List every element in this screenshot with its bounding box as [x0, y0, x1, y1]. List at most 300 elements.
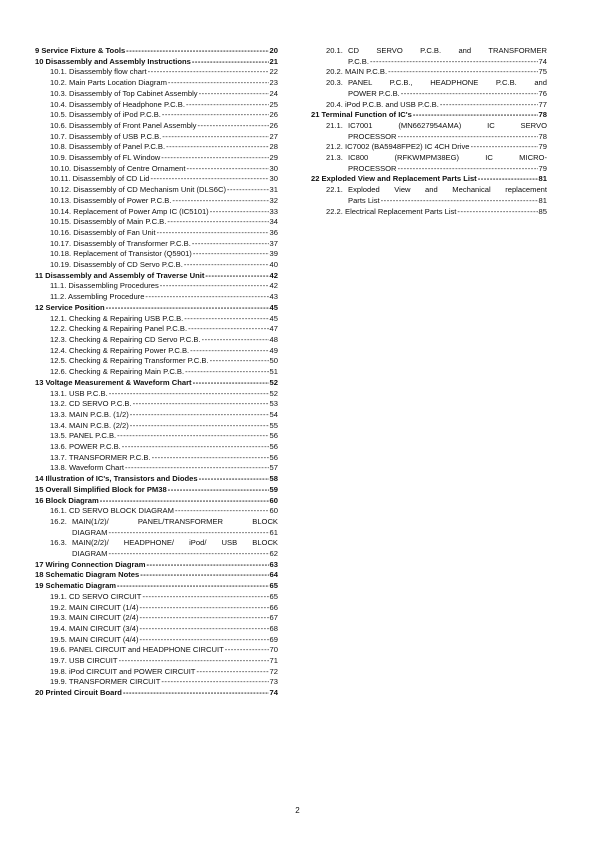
toc-entry-title: 10.1. Disassembly flow chart — [50, 67, 147, 77]
toc-page-number: 45 — [269, 302, 278, 312]
toc-entry-continuation — [326, 132, 547, 143]
toc-entry-title: MAIN(1/2)/ PANEL/TRANSFORMER BLOCK — [72, 516, 278, 526]
toc-page-number: 74 — [269, 688, 278, 698]
toc-leader-dots — [146, 560, 268, 571]
toc-page-number: 71 — [269, 656, 278, 666]
toc-page-number: 30 — [269, 163, 278, 173]
toc-leader-dots — [471, 142, 538, 153]
toc-leader-dots — [184, 260, 269, 271]
toc-entry-title: 10.9. Disassembly of FL Window — [50, 153, 161, 163]
toc-entry-title: 10.11. Disassembly of CD Lid — [50, 174, 150, 184]
toc-page-number: 78 — [538, 131, 547, 141]
toc-leader-dots — [185, 367, 268, 378]
toc-entry[interactable] — [35, 196, 278, 207]
toc-page-number: 51 — [269, 367, 278, 377]
toc-page-number: 55 — [269, 420, 278, 430]
toc-entry-number: 22.1. — [326, 185, 343, 195]
toc-entry-title: 20.2. MAIN P.C.B. — [326, 67, 388, 77]
toc-page-number: 31 — [269, 185, 278, 195]
toc-entry[interactable] — [35, 281, 278, 292]
toc-page-number: 25 — [269, 99, 278, 109]
toc-section-heading[interactable] — [311, 174, 547, 185]
toc-page-number: 67 — [269, 613, 278, 623]
toc-page-number: 69 — [269, 634, 278, 644]
toc-leader-dots — [457, 207, 537, 218]
toc-entry[interactable] — [35, 431, 278, 442]
toc-entry-title: 13.2. CD SERVO P.C.B. — [50, 399, 132, 409]
toc-entry-title: 10 Disassembly and Assembly Instructions — [35, 56, 191, 66]
toc-leader-dots — [205, 271, 268, 282]
toc-entry-continuation — [50, 549, 278, 560]
toc-entry-title: PROCESSOR — [348, 163, 397, 173]
toc-leader-dots — [109, 389, 269, 400]
toc-entry-title: 11.2. Assembling Procedure — [50, 292, 145, 302]
toc-section-heading[interactable] — [35, 474, 278, 485]
toc-entry[interactable] — [35, 442, 278, 453]
toc-page-number: 52 — [269, 388, 278, 398]
toc-entry-title: 10.17. Disassembly of Transformer P.C.B. — [50, 238, 191, 248]
toc-entry-first-line — [50, 538, 278, 549]
toc-entry[interactable] — [35, 132, 278, 143]
toc-entry[interactable] — [35, 121, 278, 132]
toc-entry-title: 13.7. TRANSFORMER P.C.B. — [50, 452, 151, 462]
toc-entry[interactable] — [311, 207, 547, 218]
toc-leader-dots — [186, 100, 269, 111]
toc-page-number: 53 — [269, 399, 278, 409]
toc-entry-title: 21.2. IC7002 (BA5948FPE2) IC 4CH Drive — [326, 142, 470, 152]
toc-entry-title: 15 Overall Simplified Block for PM38 — [35, 484, 167, 494]
toc-leader-dots — [398, 164, 538, 175]
toc-entry[interactable] — [35, 463, 278, 474]
toc-leader-dots — [193, 378, 269, 389]
toc-entry[interactable] — [35, 645, 278, 656]
toc-leader-dots — [117, 431, 268, 442]
toc-page-number: 22 — [269, 67, 278, 77]
toc-entry-title: 10.4. Disassembly of Headphone P.C.B. — [50, 99, 185, 109]
toc-page-number: 54 — [269, 409, 278, 419]
toc-page-number: 79 — [538, 163, 547, 173]
toc-section-heading[interactable] — [35, 46, 278, 57]
toc-leader-dots — [167, 217, 268, 228]
toc-leader-dots — [401, 89, 538, 100]
toc-entry-first-line — [326, 46, 547, 57]
toc-leader-dots — [398, 132, 538, 143]
toc-page-number: 60 — [269, 506, 278, 516]
toc-leader-dots — [370, 57, 538, 68]
toc-page-number: 72 — [269, 666, 278, 676]
toc-leader-dots — [199, 474, 269, 485]
toc-left-column — [35, 46, 278, 699]
toc-page-number: 26 — [269, 110, 278, 120]
toc-page-number: 79 — [538, 142, 547, 152]
toc-page-number: 27 — [269, 131, 278, 141]
toc-page-number: 70 — [269, 645, 278, 655]
toc-entry[interactable] — [35, 67, 278, 78]
toc-entry-title: 12.5. Checking & Repairing Transformer P.C.B. — [50, 356, 209, 366]
toc-entry-title: DIAGRAM — [72, 549, 108, 559]
toc-entry[interactable] — [35, 153, 278, 164]
toc-leader-dots — [162, 132, 268, 143]
toc-page-number: 56 — [269, 431, 278, 441]
toc-page-number: 65 — [269, 581, 278, 591]
toc-page-number: 36 — [269, 227, 278, 237]
toc-entry[interactable] — [35, 110, 278, 121]
toc-page-number: 48 — [269, 334, 278, 344]
toc-page-number: 81 — [538, 195, 547, 205]
toc-entry[interactable] — [35, 335, 278, 346]
toc-page-number: 75 — [538, 67, 547, 77]
toc-entry[interactable] — [35, 324, 278, 335]
toc-entry[interactable] — [35, 624, 278, 635]
toc-entry-title: Parts List — [348, 195, 380, 205]
toc-entry-title: 19.7. USB CIRCUIT — [50, 656, 118, 666]
toc-entry-title: 12.3. Checking & Repairing CD Servo P.C.B. — [50, 334, 201, 344]
toc-entry-continuation — [326, 57, 547, 68]
toc-page-number: 24 — [269, 88, 278, 98]
toc-entry-title: PANEL P.C.B., HEADPHONE P.C.B. and — [348, 78, 547, 88]
toc-entry[interactable] — [35, 603, 278, 614]
toc-leader-dots — [381, 196, 538, 207]
toc-leader-dots — [202, 335, 269, 346]
page-number: 2 — [295, 806, 300, 815]
toc-leader-dots — [139, 603, 268, 614]
toc-entry[interactable] — [311, 100, 547, 111]
toc-entry-title: 10.6. Disassembly of Front Panel Assembly — [50, 120, 197, 130]
toc-page-number: 26 — [269, 120, 278, 130]
toc-entry-title: IC800 (RFKWMPM38EG) IC MICRO- — [348, 153, 547, 163]
toc-page-number: 57 — [269, 463, 278, 473]
toc-entry[interactable] — [35, 78, 278, 89]
toc-page-number: 40 — [269, 260, 278, 270]
toc-page-number: 77 — [538, 99, 547, 109]
toc-entry-title: 13.8. Waveform Chart — [50, 463, 124, 473]
toc-section-heading[interactable] — [35, 581, 278, 592]
toc-entry[interactable] — [35, 410, 278, 421]
toc-entry[interactable] — [35, 89, 278, 100]
toc-entry-title: 19.2. MAIN CIRCUIT (1/4) — [50, 602, 139, 612]
toc-page-number: 58 — [269, 474, 278, 484]
toc-section-heading[interactable] — [35, 560, 278, 571]
toc-entry-number: 21.3. — [326, 153, 343, 163]
toc-entry-title: 10.18. Replacement of Transistor (Q5901) — [50, 249, 192, 259]
toc-entry[interactable] — [35, 421, 278, 432]
toc-entry[interactable] — [311, 142, 547, 153]
toc-leader-dots — [161, 153, 268, 164]
toc-entry-title: 10.12. Disassembly of CD Mechanism Unit (DLS6C) — [50, 185, 226, 195]
toc-page-number: 29 — [269, 153, 278, 163]
toc-entry-title: 19.1. CD SERVO CIRCUIT — [50, 591, 142, 601]
toc-page-number: 56 — [269, 452, 278, 462]
toc-leader-dots — [440, 100, 538, 111]
toc-entry[interactable] — [311, 46, 547, 67]
toc-entry-number: 21.1. — [326, 120, 343, 130]
toc-leader-dots — [197, 121, 268, 132]
toc-section-heading[interactable] — [35, 57, 278, 68]
toc-entry-title: 13.4. MAIN P.C.B. (2/2) — [50, 420, 129, 430]
toc-entry-title: MAIN(2/2)/ HEADPHONE/ iPod/ USB BLOCK — [72, 538, 278, 548]
toc-entry-title: 20 Printed Circuit Board — [35, 688, 122, 698]
toc-entry[interactable] — [35, 453, 278, 464]
toc-entry-title: Exploded View and Mechanical replacement — [348, 185, 547, 195]
toc-entry-title: 10.7. Disassembly of USB P.C.B. — [50, 131, 162, 141]
toc-entry[interactable] — [35, 656, 278, 667]
toc-entry-title: 10.2. Main Parts Location Diagram — [50, 78, 167, 88]
toc-page-number: 66 — [269, 602, 278, 612]
toc-entry-title: 13.5. PANEL P.C.B. — [50, 431, 117, 441]
toc-entry[interactable] — [35, 217, 278, 228]
toc-leader-dots — [133, 399, 269, 410]
toc-entry[interactable] — [35, 635, 278, 646]
toc-entry[interactable] — [311, 121, 547, 142]
toc-entry-title: 12.1. Checking & Repairing USB P.C.B. — [50, 313, 184, 323]
toc-page-number: 47 — [269, 324, 278, 334]
toc-page-number: 60 — [269, 495, 278, 505]
toc-entry-number: 20.3. — [326, 78, 343, 88]
toc-page-number: 65 — [269, 591, 278, 601]
toc-entry-title: 11 Disassembly and Assembly of Traverse Unit — [35, 270, 205, 280]
toc-entry[interactable] — [35, 314, 278, 325]
toc-entry-title: 20.4. iPod P.C.B. and USB P.C.B. — [326, 99, 439, 109]
toc-leader-dots — [117, 581, 269, 592]
toc-entry-title: 19 Schematic Diagram — [35, 581, 117, 591]
toc-leader-dots — [152, 453, 269, 464]
toc-page-number: 52 — [269, 377, 278, 387]
toc-right-column — [311, 46, 547, 217]
toc-entry-title: 13.1. USB P.C.B. — [50, 388, 108, 398]
toc-entry-title: 19.5. MAIN CIRCUIT (4/4) — [50, 634, 139, 644]
toc-leader-dots — [139, 624, 268, 635]
toc-entry-first-line — [50, 517, 278, 528]
toc-entry-title: 9 Service Fixture & Tools — [35, 46, 126, 55]
toc-leader-dots — [142, 592, 268, 603]
toc-entry-title: 10.19. Disassembly of CD Servo P.C.B. — [50, 260, 183, 270]
toc-entry[interactable] — [311, 185, 547, 206]
toc-leader-dots — [162, 110, 269, 121]
toc-entry-title: POWER P.C.B. — [348, 88, 400, 98]
toc-leader-dots — [225, 645, 269, 656]
toc-entry-first-line — [326, 78, 547, 89]
toc-entry-title: 21 Terminal Function of IC's — [311, 110, 412, 120]
toc-leader-dots — [188, 324, 268, 335]
toc-entry[interactable] — [311, 67, 547, 78]
toc-entry[interactable] — [35, 356, 278, 367]
toc-entry-title: 12.2. Checking & Repairing Panel P.C.B. — [50, 324, 188, 334]
toc-leader-dots — [190, 346, 268, 357]
toc-entry-title: 22.2. Electrical Replacement Parts List — [326, 206, 457, 216]
toc-page-number: 23 — [269, 78, 278, 88]
toc-entry-title: 16.1. CD SERVO BLOCK DIAGRAM — [50, 506, 174, 516]
toc-leader-dots — [123, 688, 269, 699]
toc-entry-title: DIAGRAM — [72, 527, 108, 537]
toc-entry[interactable] — [35, 239, 278, 250]
toc-page-number: 37 — [269, 238, 278, 248]
toc-leader-dots — [192, 239, 269, 250]
toc-entry-continuation — [50, 528, 278, 539]
toc-entry-title: 14 Illustration of IC's, Transistors and Diodes — [35, 474, 198, 484]
toc-entry[interactable] — [35, 185, 278, 196]
toc-entry-title: P.C.B. — [348, 56, 369, 66]
toc-entry[interactable] — [35, 592, 278, 603]
toc-page-number: 28 — [269, 142, 278, 152]
toc-entry[interactable] — [35, 538, 278, 559]
toc-entry[interactable] — [35, 667, 278, 678]
toc-entry-title: 12.6. Checking & Repairing Main P.C.B. — [50, 367, 185, 377]
toc-entry-title: IC7001 (MN6627954AMA) IC SERVO — [348, 120, 547, 130]
toc-entry[interactable] — [311, 153, 547, 174]
toc-entry-title: 12.4. Checking & Repairing Power P.C.B. — [50, 345, 190, 355]
toc-page-number: 78 — [538, 110, 547, 120]
toc-leader-dots — [160, 281, 269, 292]
toc-section-heading[interactable] — [35, 378, 278, 389]
toc-leader-dots — [108, 528, 268, 539]
toc-page-number: 81 — [538, 174, 547, 184]
toc-leader-dots — [119, 656, 269, 667]
toc-leader-dots — [193, 249, 269, 260]
toc-section-heading[interactable] — [35, 303, 278, 314]
toc-entry-first-line — [326, 153, 547, 164]
toc-page-number: 50 — [269, 356, 278, 366]
toc-page-number: 32 — [269, 195, 278, 205]
toc-leader-dots — [157, 228, 269, 239]
toc-page-number: 49 — [269, 345, 278, 355]
toc-leader-dots — [140, 570, 268, 581]
toc-entry-title: 10.5. Disassembly of iPod P.C.B. — [50, 110, 161, 120]
toc-leader-dots — [186, 164, 268, 175]
toc-entry-continuation — [326, 89, 547, 100]
toc-page-number: 85 — [538, 206, 547, 216]
toc-leader-dots — [227, 185, 269, 196]
toc-leader-dots — [478, 174, 538, 185]
toc-entry-title: 19.4. MAIN CIRCUIT (3/4) — [50, 623, 139, 633]
toc-entry-title: 19.8. iPod CIRCUIT and POWER CIRCUIT — [50, 666, 196, 676]
toc-entry-title: 10.16. Disassembly of Fan Unit — [50, 227, 156, 237]
toc-leader-dots — [100, 496, 269, 507]
toc-page-number: 73 — [269, 677, 278, 687]
toc-leader-dots — [175, 506, 269, 517]
toc-entry[interactable] — [35, 506, 278, 517]
toc-section-heading[interactable] — [35, 688, 278, 699]
toc-leader-dots — [166, 142, 268, 153]
toc-entry-title: 13 Voltage Measurement & Waveform Chart — [35, 377, 192, 387]
toc-entry-title: 11.1. Disassembling Procedures — [50, 281, 159, 291]
toc-leader-dots — [413, 110, 538, 121]
toc-entry-title: 10.14. Replacement of Power Amp IC (IC5101) — [50, 206, 209, 216]
toc-entry-title: 18 Schematic Diagram Notes — [35, 570, 140, 580]
toc-section-heading[interactable] — [35, 496, 278, 507]
toc-leader-dots — [150, 174, 268, 185]
toc-entry-title: 19.6. PANEL CIRCUIT and HEADPHONE CIRCUIT — [50, 645, 224, 655]
toc-leader-dots — [108, 549, 268, 560]
toc-entry-number: 16.2. — [50, 516, 67, 526]
toc-entry-title: 10.13. Disassembly of Power P.C.B. — [50, 195, 172, 205]
toc-section-heading[interactable] — [35, 570, 278, 581]
toc-entry[interactable] — [35, 389, 278, 400]
toc-entry-title: 12 Service Position — [35, 302, 105, 312]
toc-page-number: 64 — [269, 570, 278, 580]
toc-page-number: 42 — [269, 270, 278, 280]
toc-leader-dots — [130, 410, 269, 421]
toc-entry[interactable] — [35, 613, 278, 624]
toc-entry-title: 16 Block Diagram — [35, 495, 99, 505]
toc-leader-dots — [161, 677, 268, 688]
toc-page-number: 63 — [269, 559, 278, 569]
toc-leader-dots — [210, 356, 269, 367]
toc-page-number: 76 — [538, 88, 547, 98]
toc-leader-dots — [130, 421, 269, 432]
toc-leader-dots — [192, 57, 269, 68]
toc-leader-dots — [139, 635, 268, 646]
toc-leader-dots — [126, 46, 268, 57]
toc-page-number: 43 — [269, 292, 278, 302]
toc-page-number: 34 — [269, 217, 278, 227]
toc-entry[interactable] — [35, 346, 278, 357]
toc-leader-dots — [172, 196, 268, 207]
toc-leader-dots — [168, 485, 269, 496]
toc-entry-first-line — [326, 121, 547, 132]
toc-entry[interactable] — [311, 78, 547, 99]
toc-entry-title: PROCESSOR — [348, 131, 397, 141]
toc-leader-dots — [145, 292, 268, 303]
toc-entry[interactable] — [35, 164, 278, 175]
toc-entry[interactable] — [35, 228, 278, 239]
toc-entry[interactable] — [35, 207, 278, 218]
toc-entry-title: 19.3. MAIN CIRCUIT (2/4) — [50, 613, 139, 623]
toc-entry[interactable] — [35, 517, 278, 538]
toc-entry-number: 20.1. — [326, 46, 343, 55]
toc-section-heading[interactable] — [35, 271, 278, 282]
toc-entry[interactable] — [35, 367, 278, 378]
toc-leader-dots — [196, 667, 268, 678]
toc-leader-dots — [139, 613, 268, 624]
toc-entry-number: 16.3. — [50, 538, 67, 548]
toc-leader-dots — [106, 303, 269, 314]
toc-entry[interactable] — [35, 677, 278, 688]
toc-entry[interactable] — [35, 249, 278, 260]
toc-entry[interactable] — [35, 292, 278, 303]
toc-entry-title: 10.8. Disassembly of Panel P.C.B. — [50, 142, 166, 152]
toc-page-number: 21 — [269, 56, 278, 66]
toc-leader-dots — [184, 314, 268, 325]
toc-page-number: 42 — [269, 281, 278, 291]
toc-entry[interactable] — [35, 399, 278, 410]
toc-leader-dots — [122, 442, 269, 453]
toc-entry-title: 13.3. MAIN P.C.B. (1/2) — [50, 409, 129, 419]
toc-entry-first-line — [326, 185, 547, 196]
toc-entry-continuation — [326, 196, 547, 207]
toc-entry-title: 10.3. Disassembly of Top Cabinet Assembly — [50, 88, 198, 98]
toc-leader-dots — [168, 78, 269, 89]
toc-page-number: 59 — [269, 484, 278, 494]
toc-entry-title: 17 Wiring Connection Diagram — [35, 559, 146, 569]
toc-entry[interactable] — [35, 100, 278, 111]
toc-section-heading[interactable] — [35, 485, 278, 496]
toc-page-number: 30 — [269, 174, 278, 184]
toc-entry[interactable] — [35, 142, 278, 153]
toc-entry[interactable] — [35, 174, 278, 185]
toc-section-heading[interactable] — [311, 110, 547, 121]
toc-entry-title: 22 Exploded View and Replacement Parts List — [311, 174, 477, 184]
toc-page-number: 74 — [538, 56, 547, 66]
toc-entry[interactable] — [35, 260, 278, 271]
toc-page-number: 39 — [269, 249, 278, 259]
toc-entry-title: CD SERVO P.C.B. and TRANSFORMER — [348, 46, 547, 55]
toc-entry-continuation — [326, 164, 547, 175]
toc-leader-dots — [148, 67, 269, 78]
toc-entry-title: 10.10. Disassembly of Centre Ornament — [50, 163, 186, 173]
toc-page-number: 56 — [269, 442, 278, 452]
toc-page-number: 68 — [269, 623, 278, 633]
toc-leader-dots — [199, 89, 269, 100]
